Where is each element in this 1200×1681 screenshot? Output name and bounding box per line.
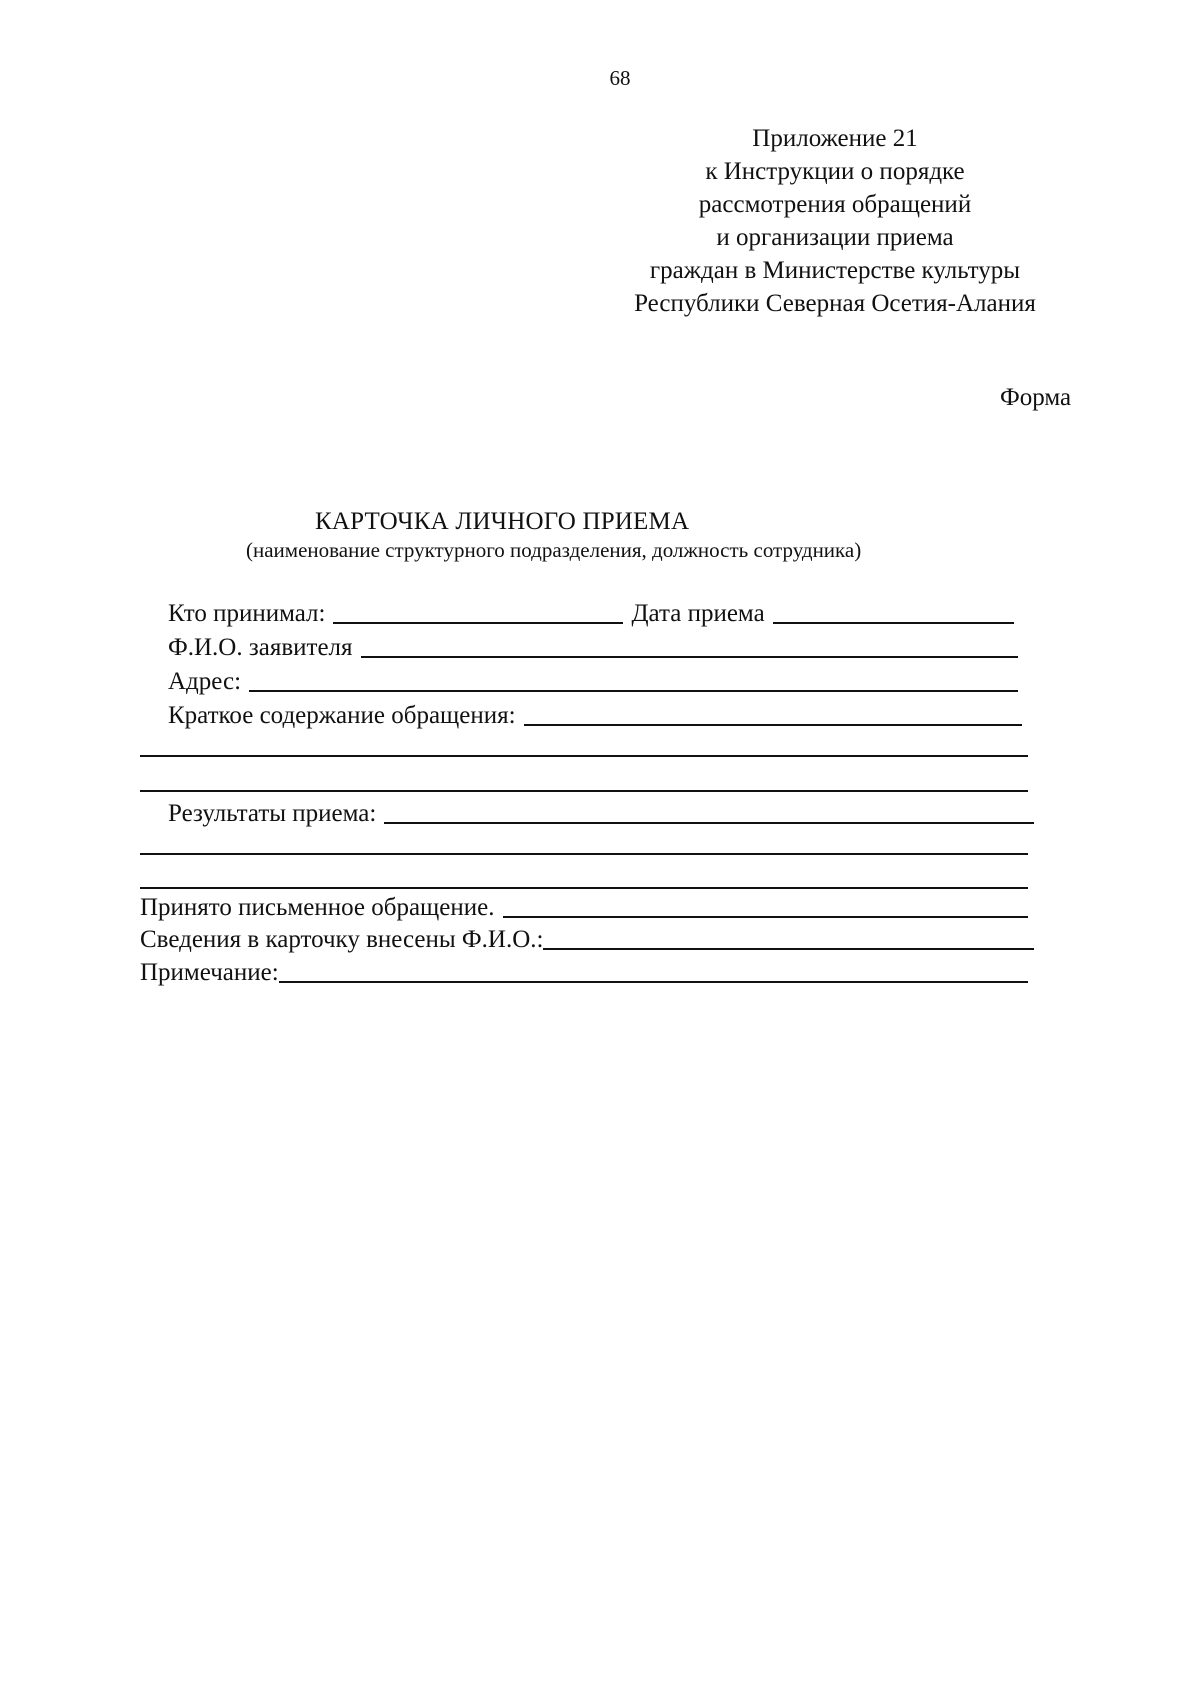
applicant-name-field[interactable] [361, 656, 1018, 658]
written-appeal-field[interactable] [503, 916, 1028, 918]
summary-field[interactable] [524, 724, 1022, 726]
card-title: КАРТОЧКА ЛИЧНОГО ПРИЕМА [315, 508, 690, 535]
results-field[interactable] [384, 822, 1034, 824]
entered-by-field[interactable] [543, 948, 1034, 950]
received-by-field[interactable] [333, 622, 623, 624]
applicant-name-label: Ф.И.О. заявителя [168, 634, 353, 661]
written-appeal-label: Принято письменное обращение. [140, 894, 495, 921]
results-continuation-line[interactable] [140, 853, 1028, 855]
address-field[interactable] [249, 690, 1018, 692]
note-row [140, 955, 1028, 987]
reception-date-label: Дата приема [631, 600, 765, 627]
results-continuation-line[interactable] [140, 887, 1028, 889]
appendix-line: к Инструкции о порядке [705, 158, 965, 185]
applicant-name-row [168, 630, 1018, 662]
appendix-line: граждан в Министерстве культуры [649, 257, 1021, 284]
reception-date-field[interactable] [773, 622, 1014, 624]
summary-continuation-line[interactable] [140, 755, 1028, 757]
summary-label: Краткое содержание обращения: [168, 702, 516, 729]
received-by-row [168, 596, 1014, 628]
received-by-label: Кто принимал: [168, 600, 326, 627]
results-row [168, 796, 1034, 828]
results-label: Результаты приема: [168, 800, 377, 827]
page-number: 68 [609, 66, 631, 90]
appendix-line: рассмотрения обращений [698, 191, 972, 218]
note-label: Примечание: [140, 959, 279, 986]
note-field[interactable] [279, 981, 1028, 983]
appendix-header [600, 122, 1070, 320]
entered-by-label: Сведения в карточку внесены Ф.И.О.: [140, 926, 544, 953]
address-label: Адрес: [168, 668, 242, 695]
card-subtitle: (наименование структурного подразделения, должность сотрудника) [246, 538, 862, 562]
summary-row [168, 698, 1022, 730]
address-row [168, 664, 1018, 696]
summary-continuation-line[interactable] [140, 790, 1028, 792]
entered-by-row [140, 922, 1034, 954]
form-label: Форма [1000, 384, 1072, 411]
written-appeal-row [140, 890, 1028, 922]
appendix-line: Республики Северная Осетия-Алания [634, 290, 1036, 317]
appendix-line: и организации приема [716, 224, 954, 251]
appendix-line: Приложение 21 [752, 125, 918, 152]
